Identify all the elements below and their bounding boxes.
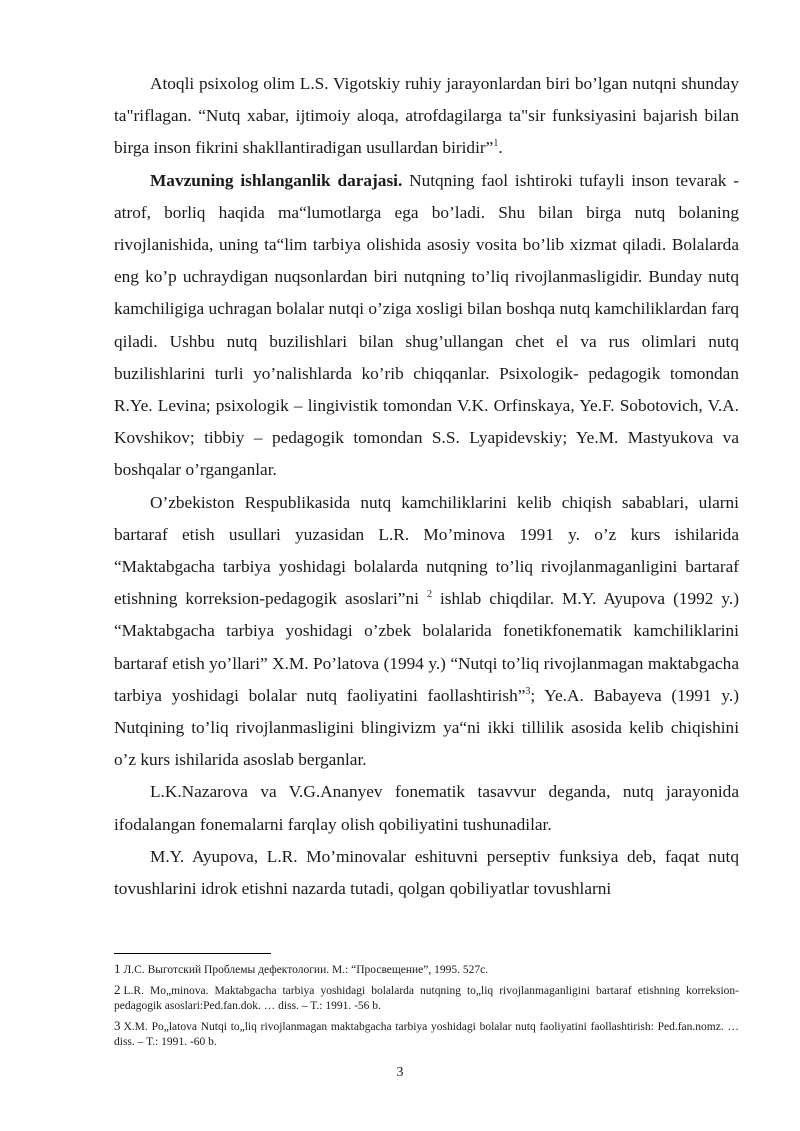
paragraph-text: Atoqli psixolog olim L.S. Vigotskiy ruhiy jarayonlardan biri bo’lgan nutqni shunday ta"riflagan. “Nutq xabar, ijtimoiy aloqa, atrofdagilarga ta"sir funksiyasini bajarish bilan birga inson fikrini shakllantiradigan usullardan biridir” [114, 74, 739, 158]
footnote-divider [114, 953, 271, 954]
footnote-number: 1 [114, 961, 121, 976]
section-heading: Mavzuning ishlanganlik darajasi. [150, 170, 403, 190]
footnote-number: 2 [114, 981, 121, 997]
paragraph-text: . [498, 138, 503, 158]
paragraph-vigotskiy [114, 68, 739, 165]
paragraph-research-degree [114, 165, 739, 487]
page-number: 3 [396, 1065, 404, 1080]
footnote-2 [114, 982, 739, 1015]
paragraph-text: L.K.Nazarova va V.G.Ananyev fonematik tasavvur deganda, nutq jarayonida ifodalangan fonemalarni farqlay olish qobiliyatini tushunadilar. [114, 782, 739, 834]
paragraph-text: M.Y. Ayupova, L.R. Mo’minovalar eshituvni perseptiv funksiya deb, faqat nutq tovushlarini idrok etishni nazarda tutadi, qolgan qobiliyatlar tovushlarni [114, 846, 739, 899]
paragraph-text: O’zbekiston Respublikasida nutq kamchiliklarini kelib chiqish sabablari, ularni bartaraf etish usullari yuzasidan L.R. Mo’minova 1991 y. o’z kurs ishilarida “Maktabgacha tarbiya yoshidagi bolalarda nutqning to’liq rivojlanmaganligini bartaraf etishning korreksion-pedagogik asoslari”ni [114, 492, 739, 609]
footnote-ref-3[interactable]: 3 [525, 686, 531, 698]
paragraph-text: ; Ye.A. Babayeva (1991 y.) Nutqining to’liq rivojlanmasligini blingivizm ya“ni ikki tillilik asosida kelib chiqishini o’z kurs ishilarida asoslab berganlar. [114, 685, 739, 770]
footnotes-section [114, 953, 739, 1054]
paragraph-nazarova [114, 776, 739, 840]
footnote-1 [114, 961, 739, 979]
footnote-text: X.M. Po„latova Nutqi to„liq rivojlanmagan maktabgacha tarbiya yoshidagi bolalar nutq faoliyatini faollashtirish: Ped.fan.nomz. … diss. – T.: 1991. -60 b. [114, 1020, 739, 1048]
paragraph-uzbekistan [114, 487, 739, 777]
footnote-number: 3 [114, 1017, 121, 1033]
footnote-3 [114, 1018, 739, 1051]
document-body [114, 68, 739, 905]
paragraph-text: Nutqning faol ishtiroki tufayli inson tevarak - atrof, borliq haqida ma“lumotlarga ega bo’ladi. Shu bilan birga nutq bolaning rivojlanishida, uning ta“lim tarbiya olishida asosiy vosita bo’lib xizmat qiladi. Bolalarda eng ko’p uchraydigan nuqsonlardan biri nutqning to’liq rivojlanmasligidir. Bunday nutq kamchiligiga uchragan bolalar nutqi o’ziga xosligi bilan boshqa nutq kamchiliklardan farq qiladi. Ushbu nutq buzilishlari bilan shug’ullangan chet el va rus olimlari nutq buzilishlarini turli yo’nalishlarda ko’rib chiqqanlar. Psixologik- pedagogik tomondan R.Ye. Levina; psixologik – lingivistik tomondan V.K. Orfinskaya, Ye.F. Sobotovich, V.A. Kovshikov; tibbiy – pedagogik tomondan S.S. Lyapidevskiy; Ye.M. Mastyukova va boshqalar o’rganganlar. [114, 170, 739, 480]
footnote-text: L.R. Mo„minova. Maktabgacha tarbiya yoshidagi bolalarda nutqning to„liq rivojlanmaganligini bartaraf etishning korreksion-pedagogik asoslari:Ped.fan.dok. … diss. – T.: 1991. -56 b. [114, 984, 739, 1012]
footnote-ref-2[interactable]: 2 [426, 589, 432, 601]
footnote-ref-1[interactable]: 1 [493, 138, 499, 150]
paragraph-ayupova [114, 841, 739, 905]
footnote-text: Л.С. Выготский Проблемы дефектологии. М.: “Просвещение”, 1995. 527с. [123, 964, 489, 976]
paragraph-text: ishlab chiqdilar. M.Y. Ayupova (1992 y.) “Maktabgacha tarbiya yoshidagi o’zbek bolalarida fonetikfonematik kamchiliklarini bartaraf etish yo’llari” X.M. Po’latova (1994 y.) “Nutqi to’liq rivojlanmagan maktabgacha tarbiya yoshidagi bolalar nutq faoliyatini faollashtirish” [114, 589, 740, 705]
